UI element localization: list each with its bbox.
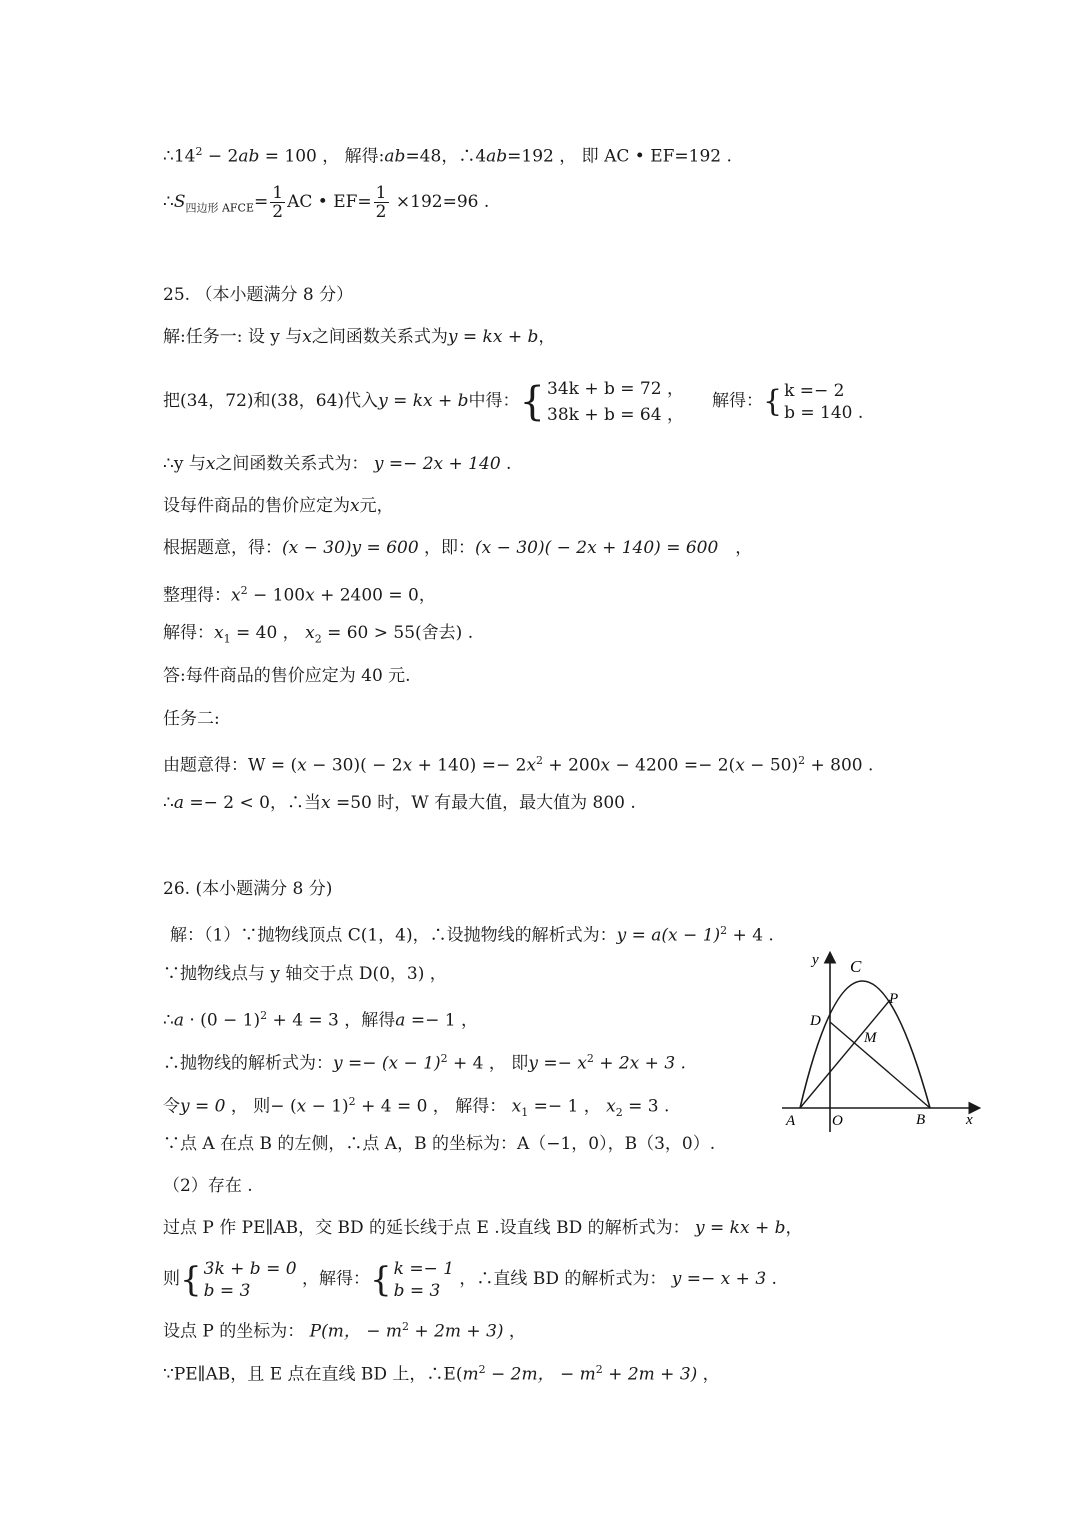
label-D: D	[810, 1013, 821, 1029]
q26-line-a: 解：（1）∵抛物线顶点 C(1，4)，∴设抛物线的解析式为：$y = a(x - 1)^2 + 4$ .	[170, 924, 774, 946]
brace-left: {	[180, 1259, 202, 1300]
parabola-figure	[770, 940, 990, 1140]
question-26-heading: 26. (本小题满分 8 分)	[163, 879, 333, 899]
brace-left: {	[762, 383, 783, 419]
label-y: y	[812, 952, 819, 968]
label-M: M	[864, 1030, 877, 1046]
q26-line-f: ∵点 A 在点 B 的左侧，∴点 A，B 的坐标为：A（−1，0），B（3，0）.	[163, 1134, 716, 1154]
q26-line-j: 设点 P 的坐标为： P(m， − $m^2 + 2m + 3$) ，	[163, 1320, 526, 1342]
q25-line-b: 把(34，72)和(38，64)代入y = kx + b中得：{ 34k + b = 72 ， 38k + b = 64 ， 解得：{ k =− 2 b = 140 .	[163, 372, 863, 430]
q25-answer: 答:每件商品的售价应定为 40 元.	[163, 666, 411, 686]
eq-line-2: $\therefore S_{四边形 AFCE}=$ $\frac{1}{2}$ AC • EF= $\frac{1}{2}$ ×192=96 .	[163, 183, 490, 222]
label-C: C	[850, 957, 862, 976]
brace-left: {	[519, 378, 545, 425]
equation-system: 3k + b = 0 b = 3	[203, 1258, 297, 1301]
line-DB	[830, 1022, 930, 1108]
q26-line-g: （2）存在 .	[163, 1176, 253, 1196]
q25-line-d: 设每件商品的售价应定为x元，	[163, 496, 394, 516]
q25-line-g: 解得：$x_1 = 40$ ， $x_2 = 60 > 55$(舍去) .	[163, 623, 474, 646]
q25-line-a: 解:任务一: 设 y 与x之间函数关系式为y = kx + b，	[163, 327, 556, 347]
fraction-half-2: $\frac{1}{2}$	[375, 183, 387, 222]
q26-line-k: ∵PE∥AB，且 E 点在直线 BD 上，$\therefore E(m^2 - 2m$， − $m^2 + 2m + 3$) ，	[163, 1363, 720, 1385]
q26-line-e: 令y = 0 ， 则− $(x - 1)^2 + 4 = 0$ ， 解得： $x_1 =- 1$ ， $x_2 = 3$ .	[163, 1095, 670, 1120]
solution-system: k =− 1 b = 3	[393, 1258, 455, 1301]
label-A: A	[786, 1113, 796, 1129]
label-x: x	[966, 1112, 973, 1128]
eq-line-1: $\therefore 14^2 - 2ab = 100$ ， 解得:ab=48，∴4ab=192 ， 即 AC • EF=192 .	[163, 145, 732, 167]
q26-line-i: 则{ 3k + b = 0 b = 3 ，解得：{ k =− 1 b = 3 ，∴直线 BD 的解析式为： y =− x + 3 .	[163, 1258, 777, 1301]
label-O: O	[832, 1113, 843, 1129]
equation-system: 34k + b = 72 ， 38k + b = 64 ，	[547, 378, 684, 425]
q25-line-e: 根据题意，得：(x − 30)y = 600 ，即：(x − 30)( − 2x + 140) = 600 ，	[163, 538, 753, 558]
brace-left: {	[369, 1259, 392, 1300]
label-B: B	[916, 1112, 926, 1128]
q25-line-k: ∴a =− 2 < 0，∴当x =50 时，W 有最大值，最大值为 800 .	[163, 793, 636, 813]
q26-line-c: ∴a · $(0 - 1)^2 + 4 = 3$ ，解得a =− 1 ，	[163, 1009, 478, 1031]
label-P: P	[889, 991, 899, 1007]
q26-line-h: 过点 P 作 PE∥AB，交 BD 的延长线于点 E .设直线 BD 的解析式为： y = kx + b，	[163, 1218, 803, 1238]
solution-system: k =− 2 b = 140 .	[784, 380, 864, 423]
q25-task-two: 任务二:	[163, 709, 220, 729]
q25-line-f: 整理得：$x^2 - 100x + 2400 = 0$，	[163, 584, 436, 606]
q26-line-b: ∵抛物线点与 y 轴交于点 D(0，3) ，	[163, 964, 447, 984]
q25-line-j: 由题意得：$W = (x - 30)( - 2x + 140) =- 2x^2 + 200x - 4200 =- 2(x - 50)^2 + 800$ .	[163, 754, 874, 776]
question-25-heading: 25. （本小题满分 8 分）	[163, 285, 354, 305]
fraction-half-1: $\frac{1}{2}$	[272, 183, 284, 222]
q25-line-c: ∴y 与x之间函数关系式为： y =− 2x + 140 .	[163, 454, 512, 474]
q26-line-d: ∴抛物线的解析式为：$y =- (x - 1)^2 + 4$ ， 即$y =- x^2 + 2x + 3$ .	[163, 1052, 686, 1074]
